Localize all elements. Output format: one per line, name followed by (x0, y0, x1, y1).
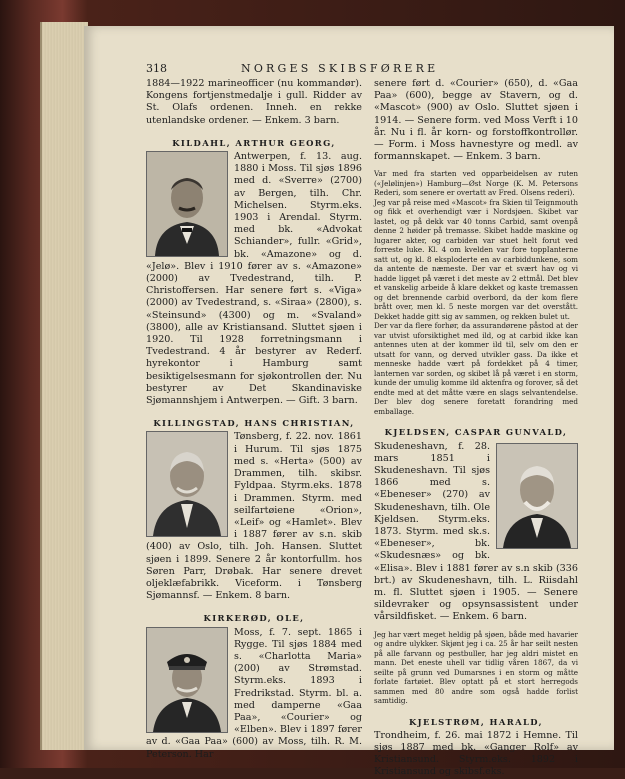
entry-text-kjeldsen: Skudeneshavn, f. 28. mars 1851 i Skudeneshavn. Til sjøs 1866 med s. «Ebeneser» (270) av Skudeneshavn, tilh. Ole Kjeldsen. Styrm.eks. 1873. Styrm. med sk.s. «Ebeneser», bk. «Skudesnæs» og bk. «Elisa». Blev i 1881 fører av s.n skib (336 brt.) av Skudeneshavn, tilh. L. Riisdahl m. fl. Sluttet sjøen i 1905. — Senere sildevraker og opsynsassistent under vårsildfisket. — Enkem. 6 barn. (374, 440, 578, 623)
entry-text-killingstad: Tønsberg, f. 22. nov. 1861 i Hurum. Til sjøs 1875 med s. «Herta» (500) av Drammen, tilh. skibsr. Fyldpaa. Styrm.eks. 1878 i Drammen. Styrm. med seilfartøiene «Orion», «Leif» og «Hamlet». Blev i 1887 fører av s.n. skib (400) av Oslo, tilh. Joh. Hansen. Sluttet sjøen i 1899. Senere 2 år kontorfullm. hos Søren Parr, Drøbak. Har senere drevet oljeklæfabrikk. Viceform. i Tønsberg Sjømannsf. — Enkem. 8 barn. (146, 431, 362, 602)
intro-paragraph: 1884—1922 marineofficer (nu kommandør). Kongens fortjenstmedalje i gull. Ridder av St. Olafs ordenen. Inneh. en rekke utenlandske ordener. — Enkem. 3 barn. (146, 78, 362, 126)
anecdote-note-1: Var med fra starten ved opparbeidelsen av ruten («Jelølinjen») Hamburg—Øst Norge (K. M. Petersons Rederi, som senere er overtatt av Fred. Olsens rederi). (374, 169, 578, 198)
left-column (146, 78, 362, 761)
anecdote-note-3: Der var da flere forhør, da assurandørene påstod at der var utvist uforsiktighet med ild, og at carbid ikke kan antennes uten at der kommer ild til, selv om den er utsatt for vann, og derved utvikler gass. Da ikke et menneske hadde vært på fordekket på 4 timer, lanternen var sorden, og skibet lå på været i en storm, kunde der umulig komme ild aktenfra og forover, så det endte med at det måtte være en slags selvantendelse. Der blev dog senere foretatt forandring med emballage. (374, 321, 578, 416)
portrait-kirkerod (146, 627, 228, 733)
portrait-killingstad (146, 431, 228, 537)
right-column (374, 78, 578, 779)
book-page (84, 26, 614, 778)
portrait-kjeldsen (496, 443, 578, 549)
entry-heading-kjelstrom: KJELSTRØM, HARALD, (409, 716, 543, 727)
anecdote-note-4: Jeg har vært meget heldig på sjøen, både med havarier og andre ulykker. Skjønt jeg i ca. 25 år har seilt nesten på alle farvann og pestbuller, har jeg aldri mistet en mann. Det eneste uhell var tidlig våren 1867, da vi seilte på grunn ved Dumarsnes i en storm og måtte forlate fartøiet. Blev optatt på et stort herregods sammen med 80 andre som også hadde forlist samtidig. (374, 629, 578, 706)
entry-heading-killingstad: KILLINGSTAD, HANS CHRISTIAN, (153, 418, 355, 429)
page-edges (40, 22, 88, 750)
page-number: 318 (146, 62, 167, 75)
entry-text-kjelstrom: Trondheim, f. 26. mai 1872 i Hemne. Til sjøs 1887 med bk. «Ganger Rolf» av Kristiansund. Styrm.eks. 1892 i Kristiansund og skibsf.eks. (374, 729, 578, 778)
entry-text-kildahl: Antwerpen, f. 13. aug. 1880 i Moss. Til sjøs 1896 med d. «Sverre» (2700) av Bergen, tilh. Chr. Michelsen. Styrm.eks. 1903 i Arendal. Styrm. med bk. «Advokat Schiander», fullr. «Grid», bk. «Amazone» og d. «Jelø». Blev i 1910 fører av s. «Amazone» (2000) av Tvedestrand, tilh. P. Christoffersen. Har senere ført s. «Viga» (2000) av Tvedestrand, s. «Siraa» (2800), s. «Steinsund» (4300) og m. «Svaland» (3800), alle av Kristiansand. Sluttet sjøen i 1920. Til 1928 forretningsmann i Tvedestrand. 4 år bestyrer av Rederf. hyrekontor i Hamburg samt besiktigelsesmann for sjøkontrollen der. Nu bestyrer av Det Skandinaviske Sjømannshjem i Antwerpen. — Gift. 3 barn. (146, 151, 362, 407)
anecdote-note-2: Jeg var på reise med «Mascot» fra Skien til Teignmouth og fikk et overhendigt vær i Nordsjøen. Skibet var lastet, og på dekk var 40 tonns Carbid, samt ovenpå denne 2 høider på tremasse. Skibet hadde maskine og lugarer akter, og carbiden var stuet helt forut ved forreste luke. Kl. 4 om kvelden var fore toppIanterne satt ut, og kl. 8 eksploderte en av carbiddunkene, som da antente de næmeste. Der var et svært hav og vi hadde ligget på været i det meste av 2 ettmål. Det blev et vanskelig arbeide å klare dekket og kaste tremassen og det brennende carbid overbord, da der kom flere brått over, men kl. 5 neste morgen var det overstått. Dekket hadde gitt sig av sammen, og rekken bulet ut. (374, 197, 578, 321)
entry-heading-kildahl: KILDAHL, ARTHUR GEORG, (172, 137, 336, 148)
entry-heading-kjeldsen: KJELDSEN, CASPAR GUNVALD, (384, 427, 568, 438)
running-title: NORGES SKIBSFØRERE (241, 62, 439, 75)
portrait-kildahl (146, 151, 228, 257)
continued-paragraph: senere ført d. «Courier» (650), d. «Gaa Paa» (600), begge av Stavern, og d. «Mascot» (900) av Oslo. Sluttet sjøen i 1914. — Senere form. ved Moss Verft i 10 år. Nu i fl. år korn- og forstoffkontrollør. — Form. i Moss havnestyre og medl. av formannskapet. — Enkem. 3 barn. (374, 78, 578, 163)
entry-heading-kirkerod: KIRKERØD, OLE, (203, 613, 305, 624)
entry-text-kirkerod: Moss, f. 7. sept. 1865 i Rygge. Til sjøs 1884 med s. «Charlotta Maria» (200) av Strømstad. Styrm.eks. 1893 i Fredrikstad. Styrm. bl. a. med damperne «Gaa Paa», «Courier» og «Elben». Blev i 1897 fører av d. «Gaa Paa» (600) av Moss, tilh. R. M. Peterson. Har (146, 626, 362, 760)
